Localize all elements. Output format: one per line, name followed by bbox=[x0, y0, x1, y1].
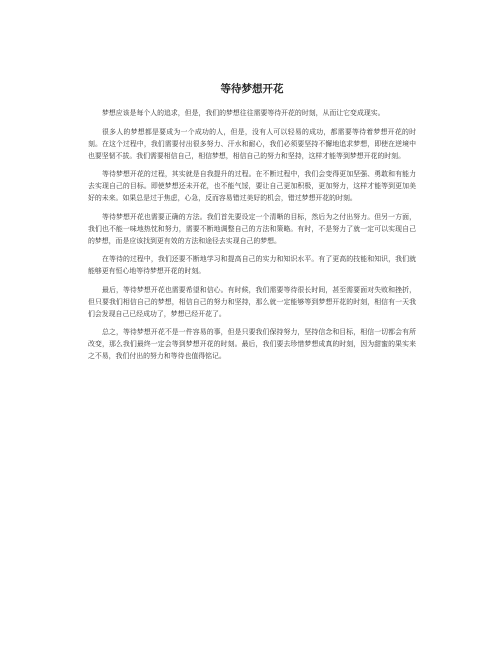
paragraph: 等待梦想开花也需要正确的方法。我们首先要设定一个清晰的目标，然后为之付出努力。但另一方面，我们也不能一味地热忱和努力，需要不断地调整自己的方法和策略。有时，不是努力了就一定可以实现自己的梦想，而是应该找到更有效的方法和途径去实现自己的梦想。 bbox=[88, 212, 416, 245]
paragraph: 最后，等待梦想开花也需要希望和信心。有时候，我们需要等待很长时间，甚至需要面对失败和挫折，但只要我们相信自己的梦想，相信自己的努力和坚持，那么就一定能够等到梦想开花的时刻，相信有一天我们会发现自己已经成功了，梦想已经开花了。 bbox=[88, 285, 416, 318]
paragraph: 很多人的梦想都是要成为一个成功的人，但是，没有人可以轻易的成功，都需要等待着梦想开花的时刻。在这个过程中，我们需要付出很多努力、汗水和耐心，我们必须要坚持不懈地追求梦想，即使在逆境中也要坚韧不拔。我们需要相信自己，相信梦想，相信自己的努力和坚持，这样才能等到梦想开花的时刻。 bbox=[88, 127, 416, 160]
paragraph: 在等待的过程中，我们还要不断地学习和提高自己的实力和知识水平。有了更高的技能和知识，我们就能够更有恒心地等待梦想开花的时刻。 bbox=[88, 255, 416, 275]
document-title: 等待梦想开花 bbox=[220, 83, 284, 95]
paragraph: 梦想应该是每个人的追求，但是，我们的梦想往往需要等待开花的时刻，从而让它变成现实。 bbox=[102, 109, 385, 117]
paragraph: 等待梦想开花的过程，其实就是自我提升的过程。在不断过程中，我们会变得更加坚强、勇敢和有能力去实现自己的目标。即使梦想还未开花，也不能气馁，要让自己更加积极，更加努力，这样才能等到更加美好的未来。如果总是过于焦虑，心急，反而容易错过美好的机会，错过梦想开花的时刻。 bbox=[88, 170, 416, 202]
document-page bbox=[88, 82, 416, 369]
paragraph: 总之，等待梦想开花不是一件容易的事，但是只要我们保持努力，坚持信念和目标，相信一切都会有所改变，那么我们最终一定会等到梦想开花的时刻。最后，我们要去珍惜梦想成真的时刻，因为甜蜜的果实来之不易，我们付出的努力和等待也值得铭记。 bbox=[88, 328, 416, 360]
